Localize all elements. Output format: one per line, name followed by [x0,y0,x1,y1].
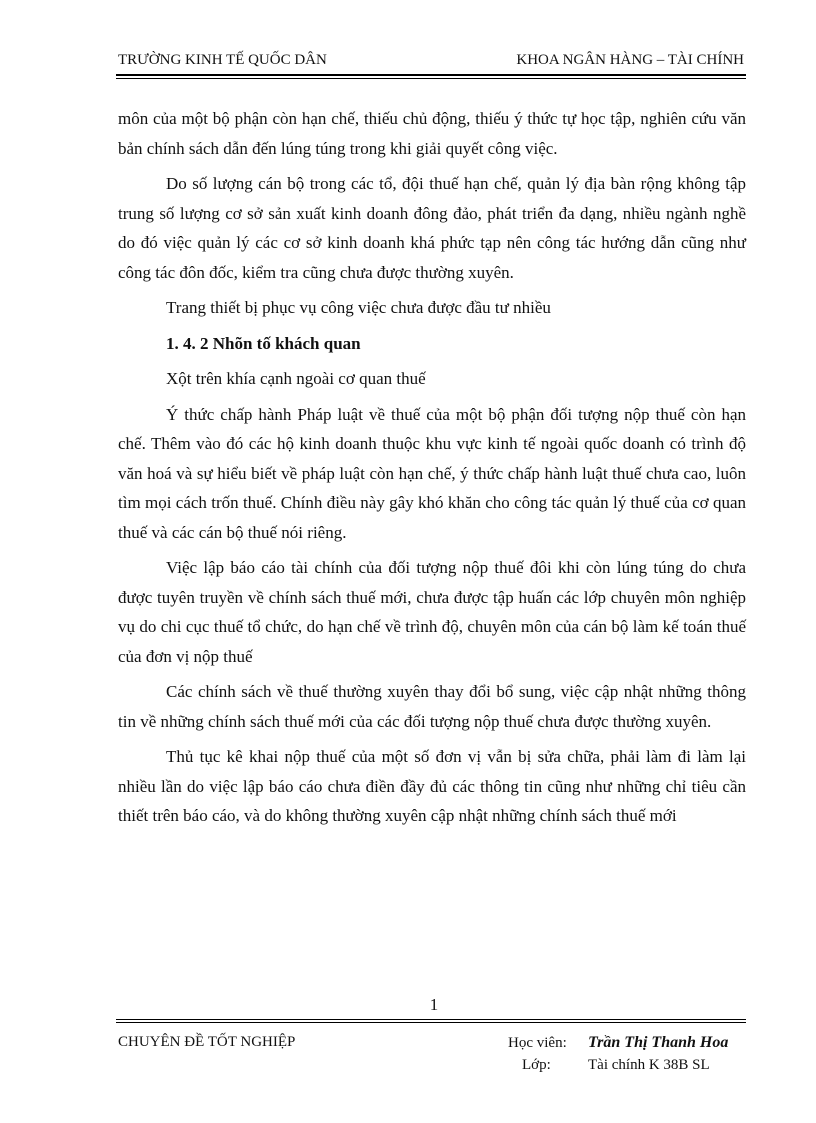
paragraph-policy-changes: Các chính sách về thuế thường xuyên thay đổi bổ sung, việc cập nhật những thông tin về những chính sách thuế mới của các đối tượng nộp thuế chưa được thường xuyên. [118,682,746,731]
header-school: TRƯỜNG KINH TẾ QUỐC DÂN [118,52,327,68]
paragraph-compliance: Ý thức chấp hành Pháp luật về thuế của một bộ phận đối tượng nộp thuế còn hạn chế. Thêm vào đó các hộ kinh doanh thuộc khu vực kinh tế ngoài quốc doanh có trình độ văn hoá và sự hiểu biết về pháp luật còn hạn chế, ý thức chấp hành luật thuế chưa cao, luôn tìm mọi cách trốn thuế. Chính điều này gây khó khăn cho công tác quản lý thuế của cơ quan thuế và các cán bộ thuế nói riêng. [118,404,746,542]
section-heading: 1. 4. 2 Nhõn tố khách quan [166,333,361,353]
footer-student-info [508,1032,728,1076]
paragraph-external-aspect: Xột trên khía cạnh ngoài cơ quan thuế [166,369,426,388]
page-number: 1 [429,995,439,1014]
student-name: Trần Thị Thanh Hoa [588,1034,729,1051]
header-divider [116,74,746,79]
paragraph-financial-reports: Việc lập báo cáo tài chính của đối tượng nộp thuế đôi khi còn lúng túng do chưa được tuyên truyền về chính sách thuế mới, chưa được tập huấn các lớp chuyên môn nghiệp vụ do chi cục thuế tổ chức, do hạn chế về trình độ, chuyên môn của cán bộ làm kế toán thuế của đơn vị nộp thuế [118,558,746,666]
paragraph-declaration-procedures: Thủ tục kê khai nộp thuế của một số đơn vị vẫn bị sửa chữa, phải làm đi làm lại nhiều lần do việc lập báo cáo chưa điền đầy đủ các thông tin cũng như những chỉ tiêu cần thiết trên báo cáo, và do không thường xuyên cập nhật những chính sách thuế mới [118,747,746,825]
footer-thesis-title: CHUYÊN ĐỀ TỐT NGHIỆP [118,1034,296,1050]
paragraph-staff-shortage: Do số lượng cán bộ trong các tổ, đội thuế hạn chế, quản lý địa bàn rộng không tập trung số lượng cơ sở sản xuất kinh doanh đông đảo, phát triển đa dạng, nhiều ngành nghề do đó việc quản lý các cơ sở kinh doanh khá phức tạp nên công tác hướng dẫn cũng như công tác đôn đốc, kiểm tra cũng chưa được thường xuyên. [118,174,746,282]
paragraph-continuation: môn của một bộ phận còn hạn chế, thiếu chủ động, thiếu ý thức tự học tập, nghiên cứu văn bản chính sách dẫn đến lúng túng trong khi giải quyết công việc. [118,109,746,158]
class-value: Tài chính K 38B SL [588,1057,710,1073]
document-body [118,104,746,837]
footer-student-row [508,1032,728,1054]
page-header [118,52,744,74]
class-label: Lớp: [522,1057,551,1073]
footer-class-row [508,1054,728,1076]
student-label: Học viên: [508,1035,567,1051]
paragraph-equipment: Trang thiết bị phục vụ công việc chưa được đầu tư nhiều [166,298,551,317]
header-faculty: KHOA NGÂN HÀNG – TÀI CHÍNH [516,52,744,68]
footer-divider [116,1019,746,1023]
